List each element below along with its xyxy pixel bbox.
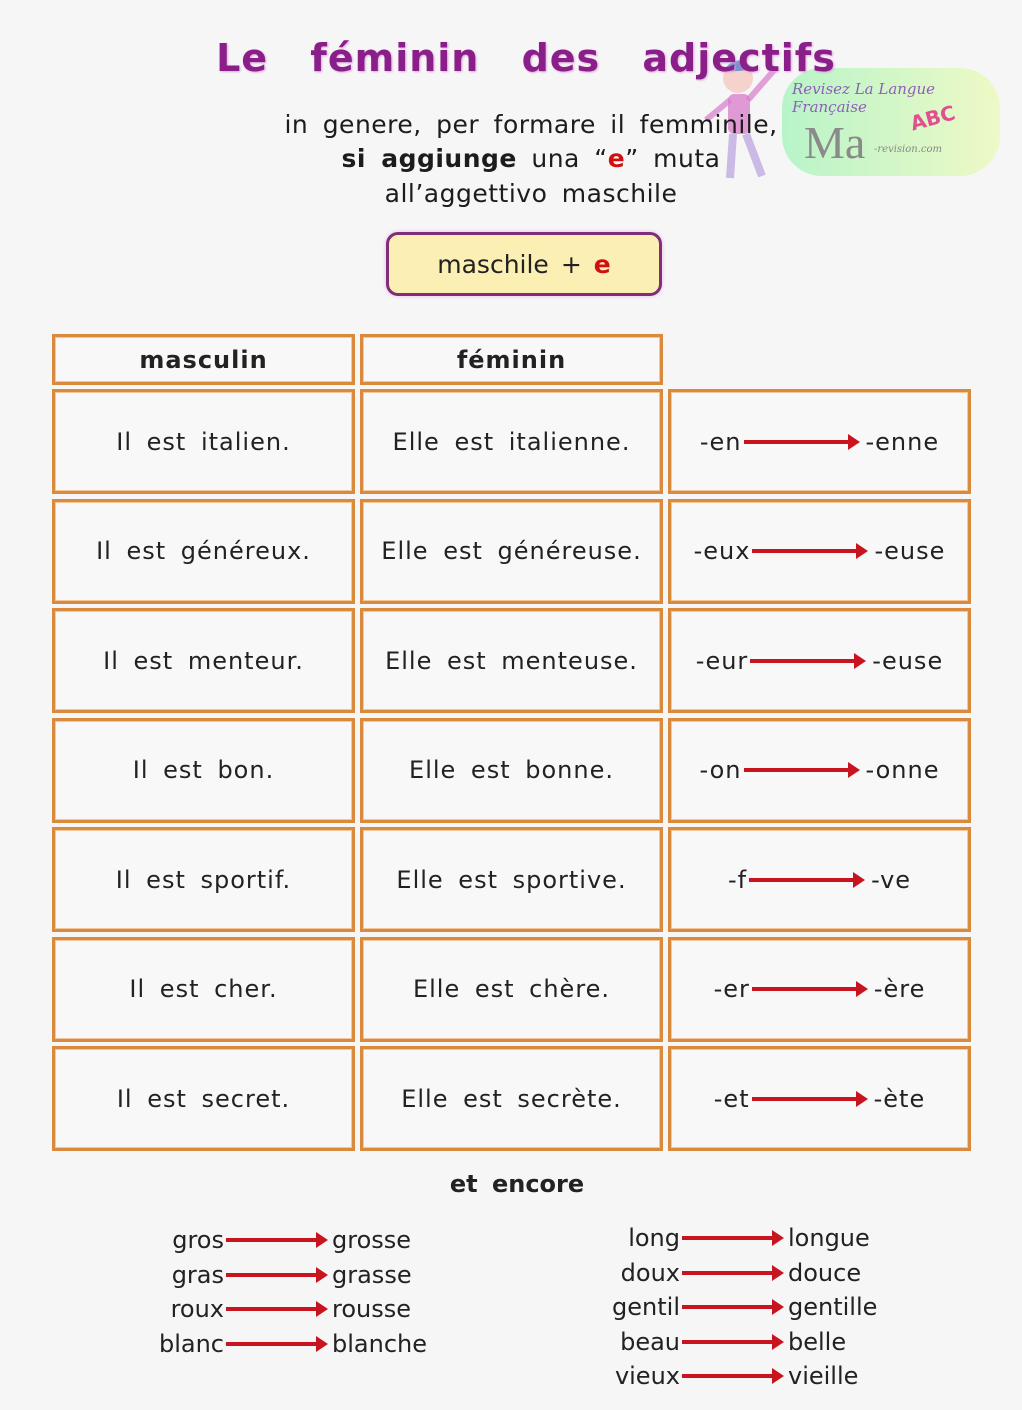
rule-plus: + xyxy=(560,249,582,279)
watermark-brand: Ma xyxy=(804,117,866,168)
ending-to: -enne xyxy=(865,427,940,456)
ending-rule-cell xyxy=(668,499,971,604)
masculin-cell: Il est bon. xyxy=(52,718,355,823)
intro-bold: si aggiunge xyxy=(341,144,517,173)
masculine-word: doux xyxy=(620,1258,680,1287)
ending-rule-cell xyxy=(668,608,971,713)
ending-from: -eur xyxy=(695,646,749,675)
feminine-word: belle xyxy=(788,1327,847,1356)
rule-box xyxy=(386,232,662,296)
header-feminin: féminin xyxy=(360,334,663,385)
ending-rule-cell xyxy=(668,937,971,1042)
masculin-cell: Il est généreux. xyxy=(52,499,355,604)
feminine-word: longue xyxy=(788,1224,870,1252)
masculine-word: blanc xyxy=(158,1329,224,1358)
arrow-icon xyxy=(682,1236,778,1240)
intro-line-2 xyxy=(0,144,1022,173)
ending-rule-cell xyxy=(668,718,971,823)
masculine-word: roux xyxy=(170,1295,224,1323)
feminine-word: vieille xyxy=(788,1362,859,1390)
masculine-word: gros xyxy=(172,1226,224,1254)
masculin-cell: Il est secret. xyxy=(52,1046,355,1151)
arrow-icon xyxy=(752,987,862,991)
watermark-slogan: Revisez La Langue Française xyxy=(792,80,936,116)
feminine-word: gentille xyxy=(788,1293,878,1321)
ending-rule-cell xyxy=(668,827,971,932)
ending-to: -ère xyxy=(873,975,926,1003)
adjective-pair xyxy=(140,1293,411,1325)
arrow-icon xyxy=(752,549,862,553)
masculine-word: vieux xyxy=(614,1362,680,1390)
feminine-word: blanche xyxy=(332,1329,427,1358)
intro-text: una “ xyxy=(531,144,608,173)
feminine-word: rousse xyxy=(332,1295,412,1323)
watermark-domain: -revision.com xyxy=(874,144,942,155)
arrow-icon xyxy=(752,1097,862,1101)
feminin-cell: Elle est secrète. xyxy=(360,1046,663,1151)
masculine-word: gentil xyxy=(612,1293,680,1321)
ending-from: -f xyxy=(727,865,748,894)
ending-from: -on xyxy=(699,756,742,784)
page-title: Le féminin des adjectifs xyxy=(216,36,836,80)
arrow-icon xyxy=(226,1307,322,1311)
masculine-word: gras xyxy=(171,1260,224,1289)
ending-to: -euse xyxy=(872,646,944,675)
intro-line-1: in genere, per formare il femminile, xyxy=(284,110,778,139)
masculine-word: long xyxy=(628,1224,680,1252)
arrow-icon xyxy=(682,1305,778,1309)
adjective-pair xyxy=(590,1257,861,1289)
ending-to: -onne xyxy=(865,756,940,784)
intro-text: ” muta xyxy=(625,144,721,173)
adjective-pair xyxy=(140,1224,411,1256)
feminin-cell: Elle est menteuse. xyxy=(360,608,663,713)
masculin-cell: Il est cher. xyxy=(52,937,355,1042)
feminin-cell: Elle est chère. xyxy=(360,937,663,1042)
feminin-cell: Elle est sportive. xyxy=(360,827,663,932)
ending-from: -et xyxy=(713,1084,750,1113)
feminin-cell: Elle est généreuse. xyxy=(360,499,663,604)
ending-rule-cell xyxy=(668,389,971,494)
arrow-icon xyxy=(226,1238,322,1242)
adjective-pair xyxy=(140,1259,412,1291)
arrow-icon xyxy=(744,440,854,444)
masculin-cell: Il est sportif. xyxy=(52,827,355,932)
arrow-icon xyxy=(226,1273,322,1277)
ending-from: -eux xyxy=(693,537,751,565)
encore-title: et encore xyxy=(449,1170,585,1198)
adjective-pair xyxy=(140,1328,427,1360)
ending-from: -en xyxy=(699,427,742,456)
adjective-pair xyxy=(590,1291,877,1323)
arrow-icon xyxy=(682,1374,778,1378)
arrow-icon xyxy=(682,1340,778,1344)
arrow-icon xyxy=(226,1342,322,1346)
ending-rule-cell xyxy=(668,1046,971,1151)
rule-e: e xyxy=(593,249,611,279)
feminine-word: grosse xyxy=(332,1226,412,1254)
adjective-pair xyxy=(590,1326,846,1358)
masculine-word: beau xyxy=(620,1327,680,1356)
watermark-abc: ABC xyxy=(907,100,958,136)
ending-to: -euse xyxy=(874,537,946,565)
masculin-cell: Il est italien. xyxy=(52,389,355,494)
masculin-cell: Il est menteur. xyxy=(52,608,355,713)
ending-from: -er xyxy=(713,975,750,1003)
arrow-icon xyxy=(744,768,854,772)
rule-base: maschile xyxy=(437,249,549,279)
feminine-word: grasse xyxy=(332,1260,412,1289)
feminine-word: douce xyxy=(788,1258,862,1287)
adjective-pair xyxy=(590,1222,870,1254)
arrow-icon xyxy=(750,659,860,663)
feminin-cell: Elle est italienne. xyxy=(360,389,663,494)
intro-line-3: all’aggettivo maschile xyxy=(384,179,678,208)
ending-to: -ve xyxy=(871,865,912,894)
adjective-pair xyxy=(590,1360,858,1392)
arrow-icon xyxy=(682,1271,778,1275)
intro-e: e xyxy=(607,144,626,173)
header-masculin: masculin xyxy=(52,334,355,385)
ending-to: -ète xyxy=(873,1084,926,1113)
feminin-cell: Elle est bonne. xyxy=(360,718,663,823)
arrow-icon xyxy=(749,878,859,882)
